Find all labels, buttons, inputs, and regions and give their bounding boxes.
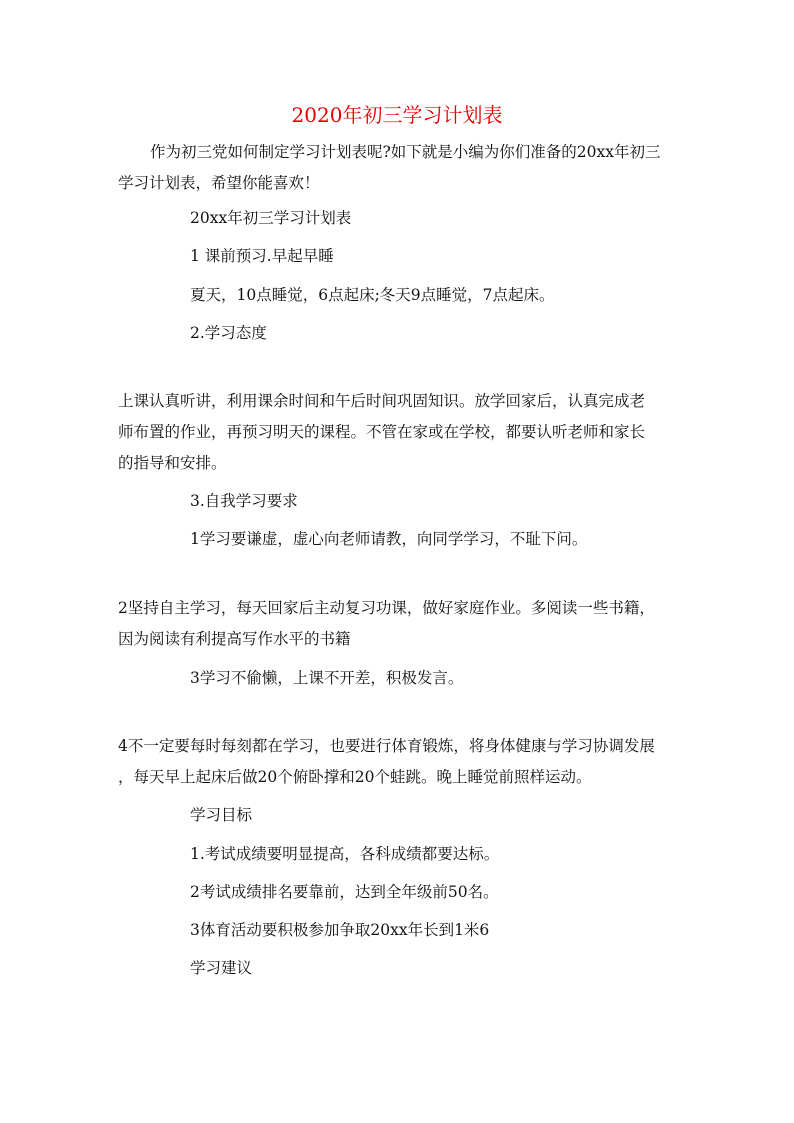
section-1-heading: 1 课前预习.早起早睡 bbox=[190, 247, 334, 265]
goal-1: 1.考试成绩要明显提高，各科成绩都要达标。 bbox=[190, 845, 500, 863]
section-2-body-line-1: 上课认真听讲，利用课余时间和午后时间巩固知识。放学回家后，认真完成老 bbox=[118, 392, 646, 410]
goals-heading: 学习目标 bbox=[190, 806, 253, 824]
section-2-heading: 2.学习态度 bbox=[190, 324, 267, 342]
section-2-body-line-3: 的指导和安排。 bbox=[118, 454, 227, 472]
subtitle: 20xx年初三学习计划表 bbox=[190, 209, 352, 227]
section-3-heading: 3.自我学习要求 bbox=[190, 492, 298, 510]
goal-2: 2考试成绩排名要靠前，达到全年级前50名。 bbox=[190, 883, 499, 901]
intro-line-2: 学习计划表，希望你能喜欢！ bbox=[118, 174, 320, 192]
requirement-4-line-1: 4不一定要每时每刻都在学习，也要进行体育锻炼，将身体健康与学习协调发展 bbox=[118, 737, 655, 755]
requirement-1: 1学习要谦虚，虚心向老师请教，向同学学习，不耻下问。 bbox=[190, 530, 588, 548]
advice-heading: 学习建议 bbox=[190, 959, 253, 977]
intro-line-1: 作为初三党如何制定学习计划表呢?如下就是小编为你们准备的20xx年初三 bbox=[150, 143, 661, 161]
document-title: 2020年初三学习计划表 bbox=[291, 103, 503, 127]
requirement-2-line-1: 2坚持自主学习，每天回家后主动复习功课，做好家庭作业。多阅读一些书籍， bbox=[118, 599, 655, 617]
goal-3: 3体育活动要积极参加争取20xx年长到1米6 bbox=[190, 921, 490, 939]
requirement-3: 3学习不偷懒，上课不开差，积极发言。 bbox=[190, 669, 464, 687]
section-2-body-line-2: 师布置的作业，再预习明天的课程。不管在家或在学校，都要认听老师和家长 bbox=[118, 423, 646, 441]
requirement-2-line-2: 因为阅读有利提高写作水平的书籍 bbox=[118, 630, 351, 648]
section-1-body: 夏天，10点睡觉，6点起床;冬天9点睡觉，7点起床。 bbox=[190, 286, 555, 304]
requirement-4-line-2: ，每天早上起床后做20个俯卧撑和20个蛙跳。晚上睡觉前照样运动。 bbox=[118, 768, 592, 786]
